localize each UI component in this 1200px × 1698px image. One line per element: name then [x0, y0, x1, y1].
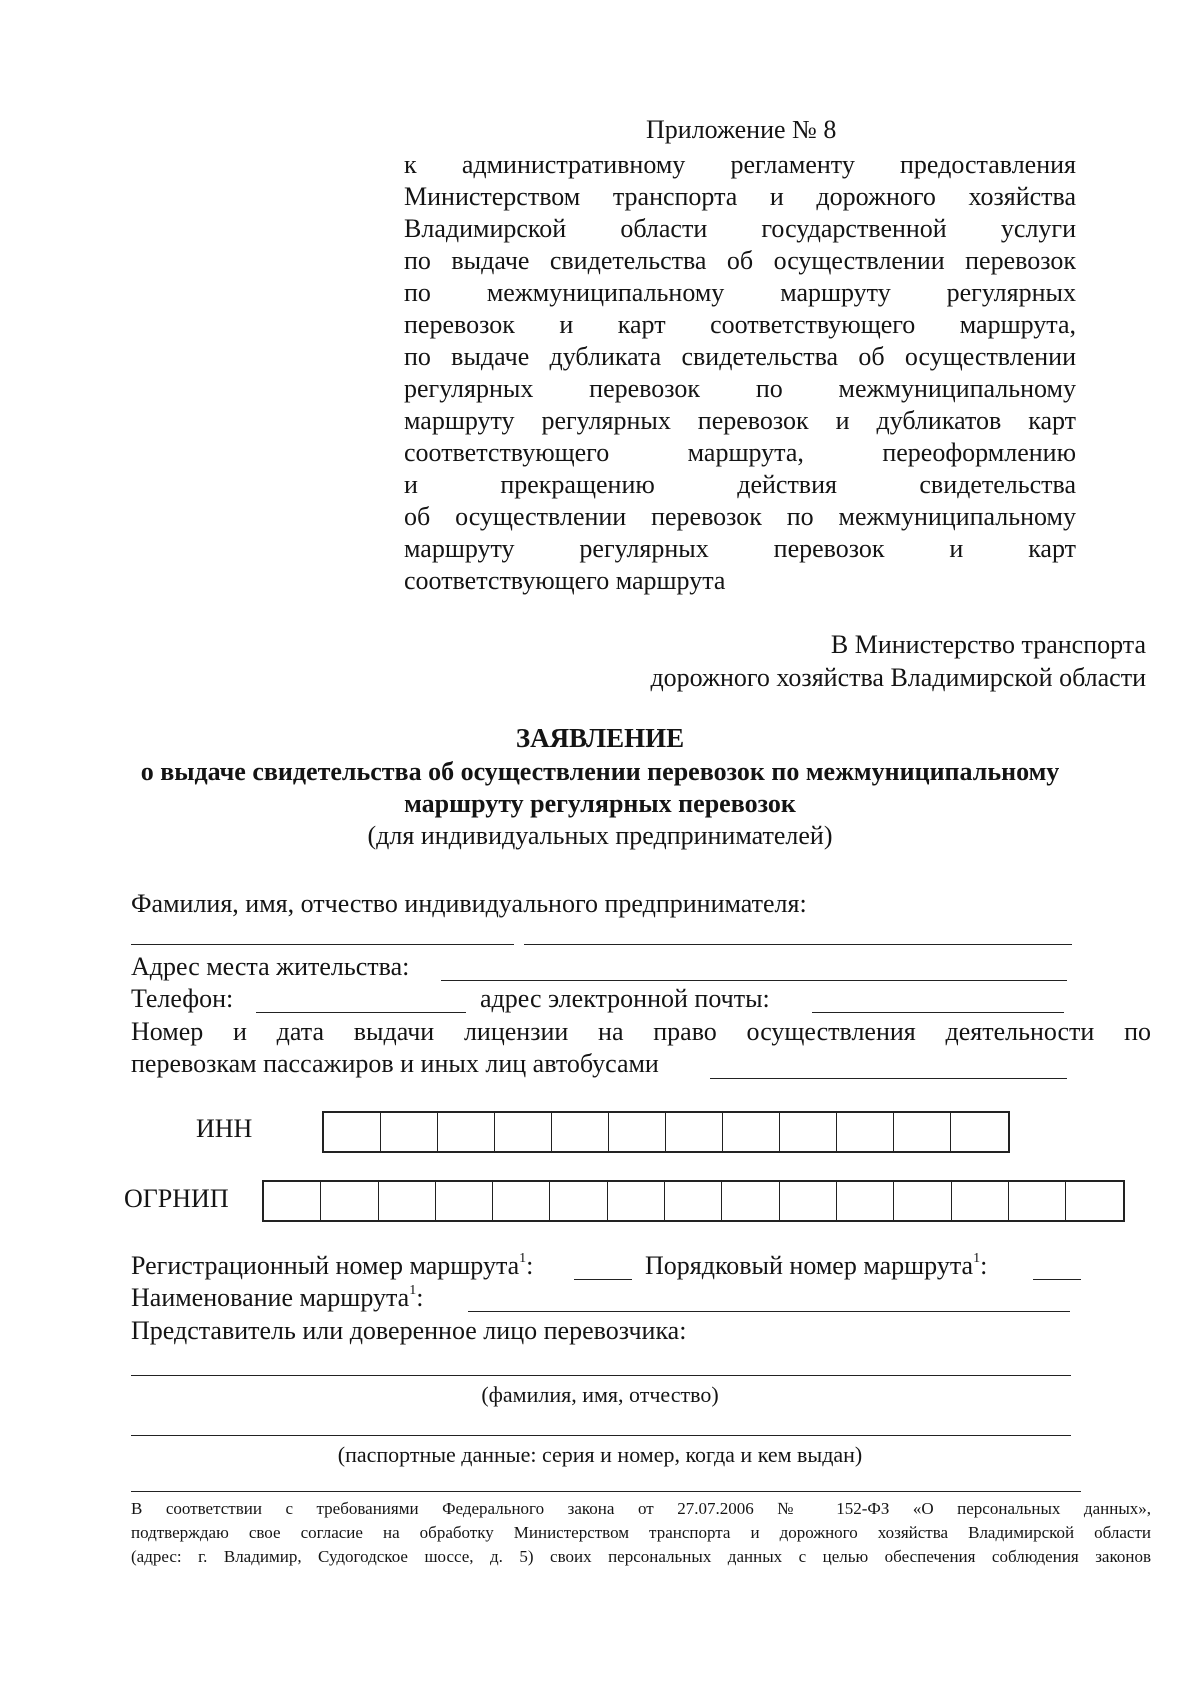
representative-fio-field[interactable] [131, 1375, 1071, 1376]
ogrnip-field[interactable] [262, 1180, 1125, 1222]
address-label: Адрес места жительства: [131, 952, 410, 981]
appendix-body [404, 149, 1076, 597]
document-subtitle-note: (для индивидуальных предпринимателей) [367, 821, 833, 850]
digit-box[interactable] [780, 1182, 837, 1220]
digit-box[interactable] [438, 1113, 495, 1151]
digit-box[interactable] [951, 1113, 1008, 1151]
digit-box[interactable] [493, 1182, 550, 1220]
license-label: Номер и дата выдачи лицензии на право осуществления деятельности по [131, 1017, 1151, 1046]
appendix-line: соответствующего маршрута, переоформлению [404, 438, 1076, 467]
digit-box[interactable] [321, 1182, 378, 1220]
order-number-label-text: Порядковый номер маршрута [645, 1251, 974, 1280]
addressee-line: дорожного хозяйства Владимирской области [650, 663, 1146, 692]
document-subtitle: о выдаче свидетельства об осуществлении перевозок по межмуниципальному [140, 757, 1060, 786]
route-name-label-text: Наименование маршрута [131, 1283, 410, 1312]
license-label-cont: перевозкам пассажиров и иных лиц автобусами [131, 1049, 659, 1078]
consent-text [131, 1497, 1151, 1569]
ogrnip-label: ОГРНИП [124, 1184, 229, 1213]
appendix-line: Министерством транспорта и дорожного хозяйства [404, 182, 1076, 211]
email-field[interactable] [812, 1012, 1064, 1013]
digit-box[interactable] [552, 1113, 609, 1151]
order-number-field[interactable] [1033, 1279, 1081, 1280]
digit-box[interactable] [324, 1113, 381, 1151]
appendix-line: об осуществлении перевозок по межмуниципальному [404, 502, 1076, 531]
addressee [650, 628, 1146, 694]
colon: : [416, 1283, 424, 1312]
appendix-line: по выдаче свидетельства об осуществлении перевозок [404, 246, 1076, 275]
document-subtitle: маршруту регулярных перевозок [404, 789, 796, 818]
digit-box[interactable] [952, 1182, 1009, 1220]
footnote-mark: 1 [409, 1283, 417, 1299]
inn-label: ИНН [196, 1114, 253, 1143]
digit-box[interactable] [1066, 1182, 1123, 1220]
digit-box[interactable] [379, 1182, 436, 1220]
inn-field[interactable] [322, 1111, 1010, 1153]
address-field[interactable] [441, 980, 1067, 981]
fio-field-part2[interactable] [524, 944, 1072, 945]
digit-box[interactable] [894, 1113, 951, 1151]
digit-box[interactable] [723, 1113, 780, 1151]
consent-line: В соответствии с требованиями Федерального закона от 27.07.2006 № 152-ФЗ «О персональных данных», [131, 1499, 1151, 1518]
appendix-line: соответствующего маршрута [404, 566, 726, 595]
digit-box[interactable] [495, 1113, 552, 1151]
order-number-label [645, 1250, 987, 1282]
appendix-line: маршруту регулярных перевозок и дубликатов карт [404, 406, 1076, 435]
appendix-line: регулярных перевозок по межмуниципальному [404, 374, 1076, 403]
caption-fio: (фамилия, имя, отчество) [481, 1382, 719, 1407]
fio-field-part1[interactable] [131, 944, 514, 945]
consent-line: подтверждаю свое согласие на обработку Министерством транспорта и дорожного хозяйства Владимирской области [131, 1523, 1151, 1542]
digit-box[interactable] [837, 1182, 894, 1220]
appendix-title: Приложение № 8 [646, 115, 837, 144]
phone-field[interactable] [256, 1012, 466, 1013]
reg-number-label-text: Регистрационный номер маршрута [131, 1251, 520, 1280]
digit-box[interactable] [608, 1182, 665, 1220]
digit-box[interactable] [894, 1182, 951, 1220]
digit-box[interactable] [381, 1113, 438, 1151]
reg-number-field[interactable] [574, 1279, 632, 1280]
appendix-line: Владимирской области государственной услуги [404, 214, 1076, 243]
email-label: адрес электронной почты: [480, 984, 770, 1013]
colon: : [526, 1251, 534, 1280]
appendix-line: и прекращению действия свидетельства [404, 470, 1076, 499]
digit-box[interactable] [436, 1182, 493, 1220]
phone-label: Телефон: [131, 984, 234, 1013]
fio-label: Фамилия, имя, отчество индивидуального предпринимателя: [131, 889, 807, 918]
appendix-line: перевозок и карт соответствующего маршрута, [404, 310, 1076, 339]
document-title: ЗАЯВЛЕНИЕ [515, 723, 685, 753]
route-name-label [131, 1282, 423, 1314]
license-field[interactable] [710, 1078, 1067, 1079]
route-name-field[interactable] [468, 1311, 1070, 1312]
consent-line: (адрес: г. Владимир, Судогодское шоссе, д. 5) своих персональных данных с целью обеспечения соблюдения законов [131, 1547, 1151, 1566]
digit-box[interactable] [722, 1182, 779, 1220]
footnote-mark: 1 [973, 1251, 981, 1267]
reg-number-label [131, 1250, 533, 1282]
footnote-mark: 1 [519, 1251, 527, 1267]
appendix-line: маршруту регулярных перевозок и карт [404, 534, 1076, 563]
digit-box[interactable] [550, 1182, 607, 1220]
appendix-line: по выдаче дубликата свидетельства об осуществлении [404, 342, 1076, 371]
caption-passport: (паспортные данные: серия и номер, когда и кем выдан) [337, 1442, 863, 1467]
representative-passport-field[interactable] [131, 1435, 1071, 1436]
representative-label: Представитель или доверенное лицо перевозчика: [131, 1316, 687, 1345]
digit-box[interactable] [780, 1113, 837, 1151]
addressee-line: В Министерство транспорта [830, 630, 1146, 659]
digit-box[interactable] [837, 1113, 894, 1151]
digit-box[interactable] [666, 1113, 723, 1151]
consent-divider [131, 1491, 1081, 1492]
digit-box[interactable] [264, 1182, 321, 1220]
digit-box[interactable] [665, 1182, 722, 1220]
appendix-line: по межмуниципальному маршруту регулярных [404, 278, 1076, 307]
colon: : [980, 1251, 988, 1280]
digit-box[interactable] [609, 1113, 666, 1151]
appendix-line: к административному регламенту предоставления [404, 150, 1076, 179]
digit-box[interactable] [1009, 1182, 1066, 1220]
